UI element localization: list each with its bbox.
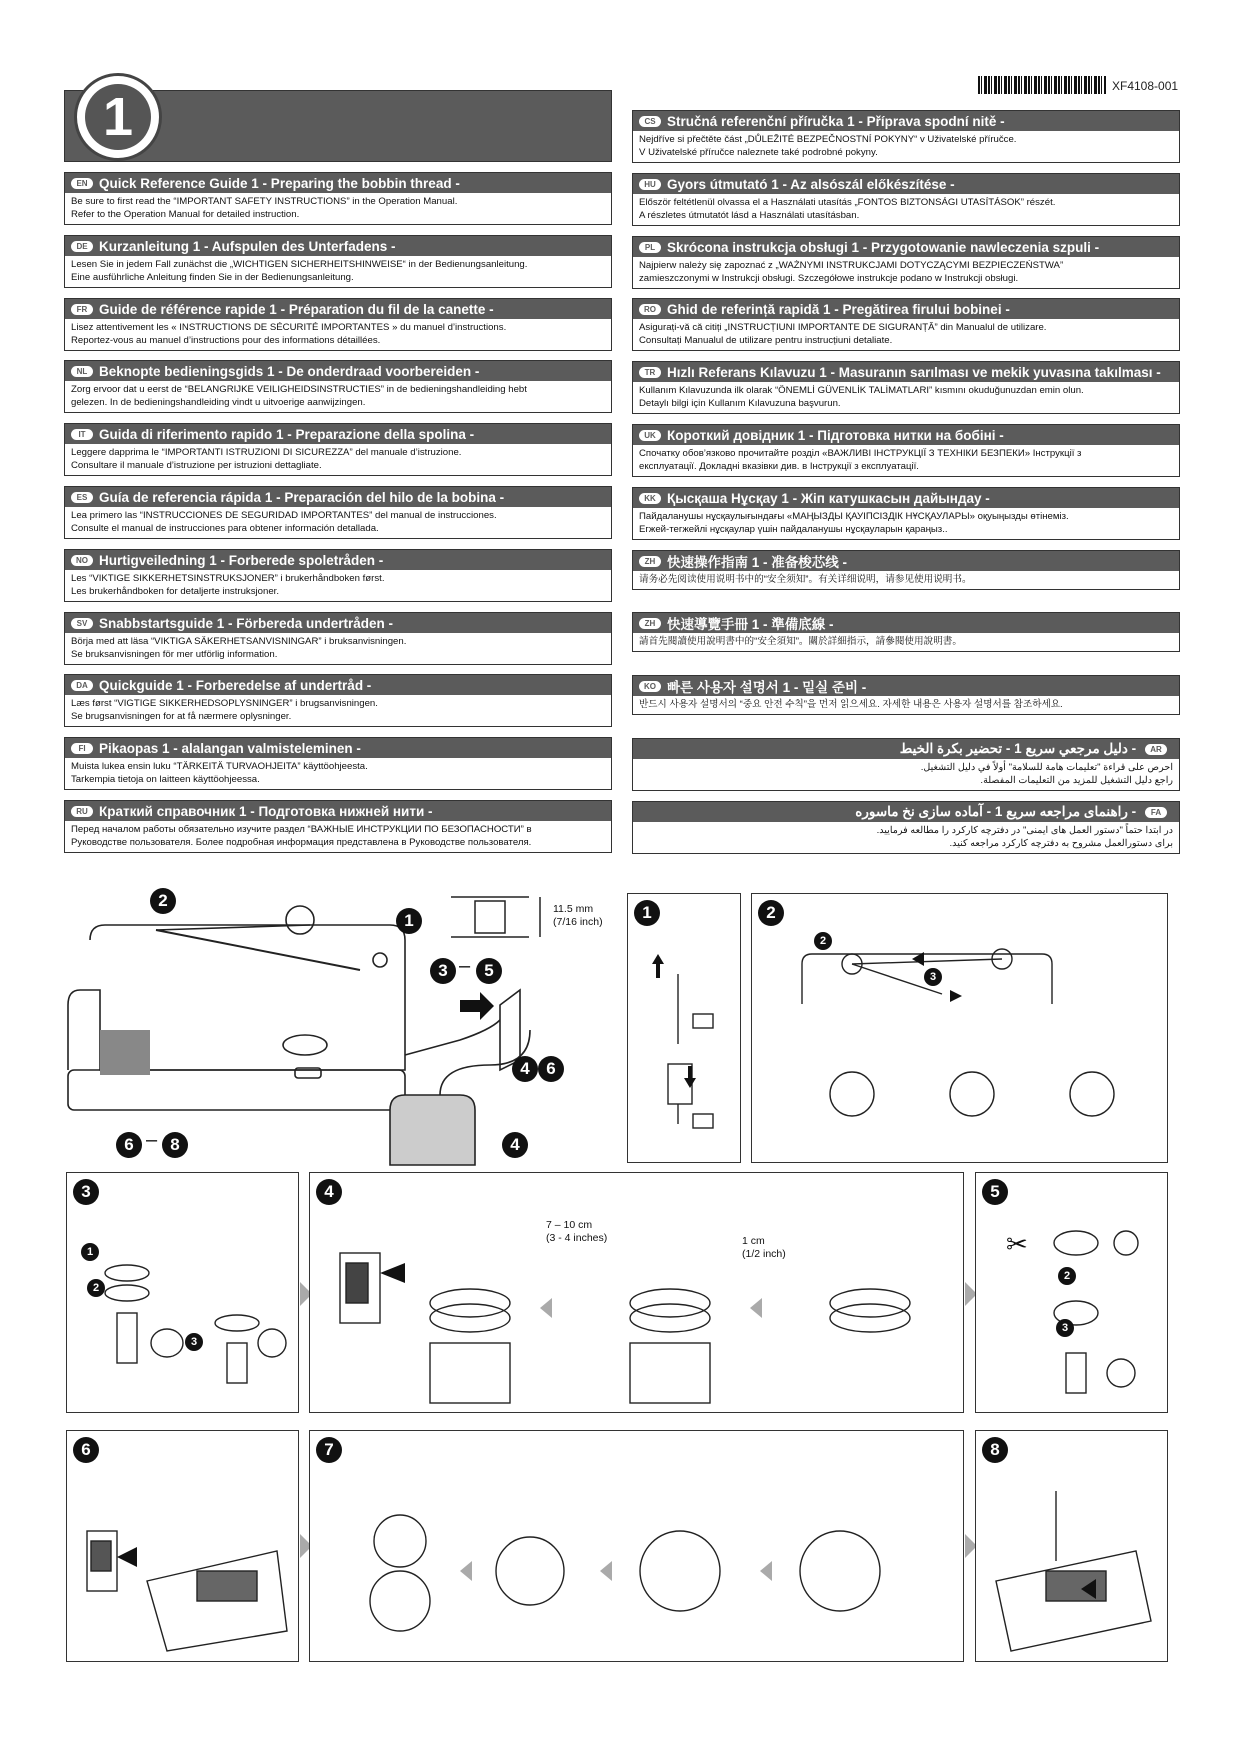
language-code-badge: ES (71, 492, 93, 503)
section-header (65, 236, 611, 256)
section-header (633, 739, 1179, 759)
step-5-panel: 5 ✂ 2 3 (975, 1172, 1168, 1413)
section-header (633, 488, 1179, 508)
section-body (633, 445, 1179, 476)
bobbin-height: 11.5 mm (553, 903, 594, 915)
language-code-badge: FI (71, 743, 93, 754)
section-header (633, 551, 1179, 571)
section-title: Skrócona instrukcja obsługi 1 - Przygotowanie nawleczenia szpuli - (667, 239, 1100, 255)
step-2-badge: 2 (758, 900, 784, 926)
section-sections_left-5 (64, 486, 612, 539)
section-sections_left-1 (64, 235, 612, 288)
language-code-badge: HU (639, 179, 661, 190)
thread-length: 7 – 10 cm (546, 1219, 593, 1231)
bobbin-winder (373, 953, 387, 967)
section-line: Be sure to first read the “IMPORTANT SAFETY INSTRUCTIONS” in the Operation Manual. (71, 196, 458, 207)
document-code: XF4108-001 (1112, 79, 1179, 93)
section-header (65, 675, 611, 695)
section-header (633, 676, 1179, 696)
section-line: експлуатації. Докладні вказівки див. в Інструкції з експлуатації. (639, 461, 919, 472)
section-line: Спочатку обов’язково прочитайте розділ «ВАЖЛИВІ ІНСТРУКЦІЇ З ТЕХНІКИ БЕЗПЕКИ» Інструкції з (639, 448, 1082, 459)
section-line: Les “VIKTIGE SIKKERHETSINSTRUKSJONER” i brukerhåndboken først. (71, 573, 385, 584)
section-sections_left-3 (64, 360, 612, 413)
language-code-badge: CS (639, 116, 661, 127)
section-header (633, 237, 1179, 257)
section-line: Se bruksanvisningen för mer utförlig information. (71, 649, 278, 660)
section-body (65, 319, 611, 350)
step-2-panel (751, 893, 1168, 1163)
section-body (65, 193, 611, 224)
language-code-badge: KK (639, 493, 661, 504)
section-line: Kullanım Kılavuzunda ilk olarak “ÖNEMLİ GÜVENLİK TALİMATLARI” kısmını okuduğunuzdan emin olun. (639, 385, 1084, 396)
section-body (65, 695, 611, 726)
substep-2b: 3 (924, 968, 942, 986)
section-line: 반드시 사용자 설명서의 “중요 안전 수칙”을 먼저 읽으세요. 자세한 내용은 사용자 설명서를 참조하세요. (639, 699, 1063, 710)
step-4-panel (309, 1172, 964, 1413)
section-line: 请务必先阅读使用说明书中的“安全须知”。有关详细说明，请参见使用说明书。 (639, 574, 972, 585)
section-title: Hızlı Referans Kılavuzu 1 - Masuranın sarılması ve mekik yuvasına takılması - (667, 364, 1161, 380)
callout-8: 8 (162, 1132, 188, 1158)
section-line: Se brugsanvisningen for at få nærmere oplysninger. (71, 711, 292, 722)
bobbin-height-inch: (7/16 inch) (553, 916, 603, 928)
section-line: Asigurați-vă că citiți „INSTRUCȚIUNI IMPORTANTE DE SIGURANȚĂ” din Manualul de utilizare. (639, 322, 1047, 333)
language-code-badge: RO (639, 304, 661, 315)
section-body (633, 822, 1179, 853)
language-code-badge: FR (71, 304, 93, 315)
section-title: Beknopte bedieningsgids 1 - De onderdraad voorbereiden - (99, 363, 480, 379)
substep-2a: 2 (814, 932, 832, 950)
language-code-badge: IT (71, 429, 93, 440)
section-line: Перед началом работы обязательно изучите раздел “ВАЖНЫЕ ИНСТРУКЦИИ ПО БЕЗОПАСНОСТИ” в (71, 824, 532, 835)
scissors-icon: ✂ (1006, 1229, 1028, 1259)
step-8-badge: 8 (982, 1437, 1008, 1463)
section-header (633, 111, 1179, 131)
step-1-panel (627, 893, 741, 1163)
section-sections_right-1 (632, 173, 1180, 226)
section-body (65, 381, 611, 412)
section-line: Lesen Sie in jedem Fall zunächst die „WICHTIGEN SICHERHEITSHINWEISE“ in der Bedienungsanleitung. (71, 259, 528, 270)
language-code-badge: TR (639, 367, 661, 378)
arrow-right-icon (460, 992, 494, 1020)
section-line: Nejdříve si přečtěte část „DŮLEŽITÉ BEZPEČNOSTNÍ POKYNY“ v Uživatelské příručce. (639, 134, 1017, 145)
spool-pin (286, 906, 314, 934)
section-sections_left-0 (64, 172, 612, 225)
section-header (633, 362, 1179, 382)
section-header (65, 801, 611, 821)
step-4-badge: 4 (316, 1179, 342, 1205)
section-title: Guida di riferimento rapido 1 - Preparazione della spolina - (99, 426, 475, 442)
step-1-badge: 1 (634, 900, 660, 926)
language-code-badge: RU (71, 806, 93, 817)
language-code-badge: AR (1145, 744, 1167, 755)
section-line: Leggere dapprima le “IMPORTANTI ISTRUZIONI DI SICUREZZA” del manuale d’istruzione. (71, 447, 462, 458)
callout-1: 1 (396, 908, 422, 934)
section-title: Hurtigveiledning 1 - Forberede spoletråden - (99, 552, 384, 568)
step-3-badge: 3 (73, 1179, 99, 1205)
section-body (633, 131, 1179, 162)
bobbin-icon: 1 (85, 84, 151, 150)
section-line: A részletes útmutatót lásd a Használati utasításban. (639, 210, 860, 221)
section-sections_right-11 (632, 801, 1180, 854)
section-title: Pikaopas 1 - alalangan valmisteleminen - (99, 740, 361, 756)
callout-4: 4 (512, 1056, 538, 1082)
step-6-panel (66, 1430, 299, 1662)
section-line: راجع دليل التشغيل للمزيد من التعليمات المفصلة. (980, 775, 1173, 786)
section-body (633, 257, 1179, 288)
section-sections_right-5 (632, 424, 1180, 477)
section-sections_right-2 (632, 236, 1180, 289)
section-sections_right-9 (632, 675, 1180, 715)
section-line: Læs først “VIGTIGE SIKKERHEDSOPLYSNINGER” i brugsanvisningen. (71, 698, 378, 709)
step-8-panel (975, 1430, 1168, 1662)
section-sections_right-0 (632, 110, 1180, 163)
section-header (65, 738, 611, 758)
section-title: Короткий довідник 1 - Підготовка нитки на бобіні - (667, 427, 1004, 443)
section-line: Lea primero las “INSTRUCCIONES DE SEGURIDAD IMPORTANTES” del manual de instrucciones. (71, 510, 497, 521)
section-body (65, 633, 611, 664)
section-body (65, 821, 611, 852)
section-title: Guía de referencia rápida 1 - Preparación del hilo de la bobina - (99, 489, 505, 505)
section-title: Краткий справочник 1 - Подготовка нижней нити - (99, 803, 433, 819)
section-sections_right-10 (632, 738, 1180, 791)
section-title: Guide de référence rapide 1 - Préparation du fil de la canette - (99, 301, 494, 317)
section-body (633, 508, 1179, 539)
guide-number-logo (74, 73, 162, 161)
language-code-badge: SV (71, 618, 93, 629)
section-line: Consulte el manual de instrucciones para obtener información detallada. (71, 523, 379, 534)
section-line: Eine ausführliche Anleitung finden Sie in der Bedienungsanleitung. (71, 272, 354, 283)
section-line: Refer to the Operation Manual for detailed instruction. (71, 209, 300, 220)
language-code-badge: KO (639, 681, 661, 692)
trim-length-inch: (1/2 inch) (742, 1248, 786, 1260)
section-line: Muista lukea ensin luku “TÄRKEITÄ TURVAOHJEITA” käyttöohjeesta. (71, 761, 368, 772)
callout-6b: 6 (116, 1132, 142, 1158)
trim-length: 1 cm (742, 1235, 765, 1247)
language-code-badge: ZH (639, 618, 661, 629)
section-sections_left-9 (64, 737, 612, 790)
section-line: Először feltétlenül olvassa el a Használati utasítás „FONTOS BIZTONSÁGI UTASÍTÁSOK” részét. (639, 197, 1056, 208)
section-line: Consultați Manualul de utilizare pentru instrucțiuni detaliate. (639, 335, 893, 346)
callout-5: 5 (476, 958, 502, 984)
section-line: Reportez-vous au manuel d’instructions pour des informations détaillées. (71, 335, 381, 346)
callout-3: 3 (430, 958, 456, 984)
section-line: Пайдаланушы нұсқаулығындағы «МАҢЫЗДЫ ҚАУІПСІЗДІК НҰСҚАУЛАРЫ» оқуыңызды өтінеміз. (639, 511, 1069, 522)
section-header (65, 613, 611, 633)
section-title: Kurzanleitung 1 - Aufspulen des Unterfadens - (99, 238, 396, 254)
section-header (65, 361, 611, 381)
section-sections_right-8 (632, 612, 1180, 652)
section-line: Börja med att läsa “VIKTIGA SÄKERHETSANVISNINGAR” i bruksanvisningen. (71, 636, 407, 647)
section-header (65, 424, 611, 444)
needle-plate (100, 1030, 150, 1075)
section-title: Ghid de referință rapidă 1 - Pregătirea firului bobinei - (667, 301, 1010, 317)
section-title: Snabbstartsguide 1 - Förbereda undertråden - (99, 615, 394, 631)
section-body (633, 759, 1179, 790)
section-line: gelezen. In de bedieningshandleiding vindt u uitvoerige aanwijzingen. (71, 397, 366, 408)
section-body (65, 507, 611, 538)
section-line: Lisez attentivement les « INSTRUCTIONS DE SÉCURITÉ IMPORTANTES » du manuel d’instructions. (71, 322, 507, 333)
section-line: Tarkempia tietoja on laitteen käyttöohjeessa. (71, 774, 260, 785)
language-code-badge: NO (71, 555, 93, 566)
section-body (633, 696, 1179, 714)
section-body (633, 382, 1179, 413)
section-line: احرص على قراءة "تعليمات هامة للسلامة" أولاً في دليل التشغيل. (920, 762, 1173, 773)
section-header (65, 173, 611, 193)
section-body (65, 570, 611, 601)
step-7-badge: 7 (316, 1437, 342, 1463)
power-cord (405, 1020, 500, 1055)
section-sections_left-2 (64, 298, 612, 351)
language-code-badge: ZH (639, 556, 661, 567)
hand-wheel (283, 1035, 327, 1055)
section-line: 請首先閱讀使用說明書中的“安全須知”。關於詳細指示，請參閱使用說明書。 (639, 636, 962, 647)
section-body (633, 319, 1179, 350)
section-title: Gyors útmutató 1 - Az alsószál előkészítése - (667, 176, 955, 192)
step-6-badge: 6 (73, 1437, 99, 1463)
barcode (978, 76, 1106, 94)
section-body (633, 571, 1179, 589)
section-body (633, 194, 1179, 225)
section-header (65, 299, 611, 319)
section-sections_left-4 (64, 423, 612, 476)
section-sections_left-10 (64, 800, 612, 853)
language-code-badge: NL (71, 366, 93, 377)
section-title: 快速導覽手冊 1 - 準備底線 - (667, 617, 834, 632)
language-code-badge: UK (639, 430, 661, 441)
machine-base (68, 1070, 405, 1110)
section-title: راهنمای مراجعه سریع 1 - آماده سازی نخ ماسوره - (855, 804, 1137, 819)
section-header (633, 299, 1179, 319)
section-title: Қысқаша Нұсқау 1 - Жіп катушкасын дайындау - (667, 490, 990, 506)
section-header (633, 613, 1179, 633)
section-body (65, 256, 611, 287)
step-7-panel (309, 1430, 964, 1662)
section-title: Quick Reference Guide 1 - Preparing the bobbin thread - (99, 175, 460, 191)
section-title: 빠른 사용자 설명서 1 - 밑실 준비 - (667, 680, 867, 695)
section-line: در ابتدا حتماً "دستور العمل های ایمنی" در دفترچه کارکرد را مطالعه فرمایید. (876, 825, 1173, 836)
callout-6: 6 (538, 1056, 564, 1082)
callout-2: 2 (150, 888, 176, 914)
section-header (65, 487, 611, 507)
language-code-badge: FA (1145, 807, 1167, 818)
section-line: Егжей-тегжейлі нұсқаулар үшін пайдаланушы нұсқауларын қараңыз.. (639, 524, 948, 535)
section-sections_left-7 (64, 612, 612, 665)
thread-length-inch: (3 - 4 inches) (546, 1232, 608, 1244)
section-line: V Uživatelské příručce naleznete také podrobné pokyny. (639, 147, 878, 158)
section-header (65, 550, 611, 570)
section-line: Consultare il manuale d’istruzione per istruzioni dettagliate. (71, 460, 322, 471)
bobbin-dimension-illustration (445, 893, 555, 943)
section-sections_right-7 (632, 550, 1180, 590)
section-body (633, 633, 1179, 651)
section-line: zamieszczonymi w Instrukcji obsługi. Szczegółowe instrukcje podano w Instrukcji obsługi. (639, 273, 1019, 284)
section-line: Руководстве пользователя. Более подробная информация представлена в Руководстве пользователя. (71, 837, 532, 848)
section-body (65, 758, 611, 789)
section-title: Stručná referenční příručka 1 - Příprava spodní nitě - (667, 113, 1005, 129)
section-line: برای دستورالعمل مشروح به دفترچه کارکرد مراجعه کنید. (949, 838, 1173, 849)
foot-controller (390, 1095, 475, 1165)
step-5-badge: 5 (982, 1179, 1008, 1205)
language-code-badge: PL (639, 242, 661, 253)
section-sections_right-3 (632, 298, 1180, 351)
section-line: Les brukerhåndboken for detaljerte instruksjoner. (71, 586, 279, 597)
section-line: Detaylı bilgi için Kullanım Kılavuzuna başvurun. (639, 398, 841, 409)
section-title: دليل مرجعي سريع 1 - تحضير بكرة الخيط - (899, 741, 1137, 756)
section-title: 快速操作指南 1 - 准备梭芯线 - (667, 555, 848, 570)
section-body (65, 444, 611, 475)
step-3-panel: 3 1 2 3 (66, 1172, 299, 1413)
callout-4b: 4 (502, 1132, 528, 1158)
section-sections_right-4 (632, 361, 1180, 414)
language-code-badge: EN (71, 178, 93, 189)
section-sections_right-6 (632, 487, 1180, 540)
section-sections_left-8 (64, 674, 612, 727)
section-sections_left-6 (64, 549, 612, 602)
section-header (633, 802, 1179, 822)
section-header (633, 425, 1179, 445)
section-line: Najpierw należy się zapoznać z „WAŻNYMI INSTRUKCJAMI DOTYCZĄCYMI BEZPIECZEŃSTWA” (639, 260, 1064, 271)
section-line: Zorg ervoor dat u eerst de “BELANGRIJKE VEILIGHEIDSINSTRUCTIES” in de bedieningshandleiding hebt (71, 384, 527, 395)
language-code-badge: DA (71, 680, 93, 691)
section-title: Quickguide 1 - Forberedelse af undertråd - (99, 677, 372, 693)
language-code-badge: DE (71, 241, 93, 252)
section-header (633, 174, 1179, 194)
